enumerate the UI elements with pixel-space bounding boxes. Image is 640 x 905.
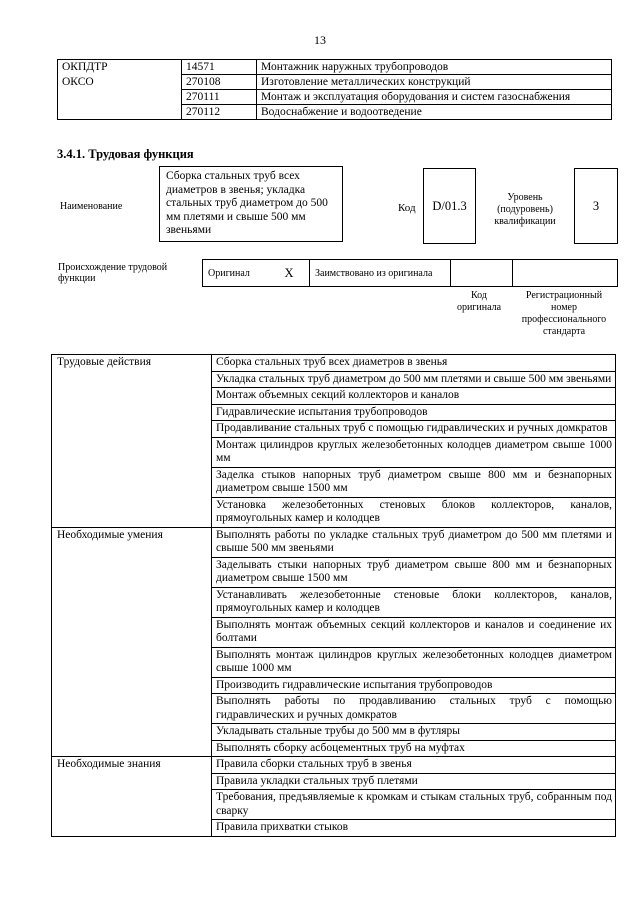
original-code-cell xyxy=(451,260,513,287)
detail-item: Выполнять сборку асбоцементных труб на муфтах xyxy=(212,740,616,757)
classifier-name: ОКПДТР xyxy=(58,60,182,75)
category-label: Необходимые знания xyxy=(52,757,212,837)
borrowed-label: Заимствовано из оригинала xyxy=(310,260,451,287)
classifier-name xyxy=(58,90,182,105)
original-code-caption: Код оригинала xyxy=(456,290,502,313)
detail-item: Выполнять монтаж цилиндров круглых железобетонных колодцев диаметром свыше 1000 мм xyxy=(212,647,616,677)
origin-table xyxy=(202,259,618,287)
classifier-name: ОКСО xyxy=(58,75,182,90)
classification-codes-table xyxy=(57,59,612,120)
section-title: 3.4.1. Трудовая функция xyxy=(57,147,194,161)
detail-item: Заделывать стыки напорных труб диаметром свыше 800 мм и безнапорных диаметром свыше 1500 мм xyxy=(212,557,616,587)
detail-item: Гидравлические испытания трубопроводов xyxy=(212,404,616,421)
name-label: Наименование xyxy=(60,201,123,212)
function-name-box: Сборка стальных труб всех диаметров в звенья; укладка стальных труб диаметром до 500 мм плетями и свыше 500 мм звеньями xyxy=(159,166,343,242)
detail-row xyxy=(52,757,616,774)
classifier-code: 270108 xyxy=(182,75,257,90)
detail-item: Монтаж объемных секций коллекторов и каналов xyxy=(212,388,616,405)
classifier-code: 270111 xyxy=(182,90,257,105)
category-label: Трудовые действия xyxy=(52,355,212,528)
detail-item: Выполнять работы по укладке стальных труб диаметром до 500 мм плетями и свыше 500 мм звеньями xyxy=(212,527,616,557)
detail-row xyxy=(52,527,616,557)
detail-item: Заделка стыков напорных труб диаметром свыше 800 мм и безнапорных диаметром свыше 1500 мм xyxy=(212,467,616,497)
function-code-box: D/01.3 xyxy=(423,168,476,244)
classifier-code: 270112 xyxy=(182,105,257,120)
classifier-title: Изготовление металлических конструкций xyxy=(257,75,612,90)
detail-item: Выполнять монтаж объемных секций коллекторов и каналов и соединение их болтами xyxy=(212,617,616,647)
function-details-table xyxy=(51,354,616,837)
classifier-name xyxy=(58,105,182,120)
detail-item: Укладка стальных труб диаметром до 500 мм плетями и свыше 500 мм звеньями xyxy=(212,371,616,388)
page-number: 13 xyxy=(314,33,326,47)
detail-item: Требования, предъявляемые к кромкам и стыкам стальных труб, собранным под сварку xyxy=(212,790,616,820)
detail-item: Выполнять работы по продавливанию стальных труб с помощью гидравлических и ручных домкратов xyxy=(212,694,616,724)
original-mark: X xyxy=(269,260,310,287)
origin-label: Происхождение трудовой функции xyxy=(58,262,168,284)
detail-row xyxy=(52,355,616,372)
detail-item: Продавливание стальных труб с помощью гидравлических и ручных домкратов xyxy=(212,421,616,438)
level-value-box: 3 xyxy=(574,168,618,244)
code-row xyxy=(58,60,612,75)
detail-item: Установка железобетонных стеновых блоков коллекторов, каналов, прямоугольных камер и колодцев xyxy=(212,497,616,527)
detail-item: Монтаж цилиндров круглых железобетонных колодцев диаметром свыше 1000 мм xyxy=(212,437,616,467)
code-row xyxy=(58,90,612,105)
level-label: Уровень (подуровень) квалификации xyxy=(494,192,556,227)
detail-item: Правила прихватки стыков xyxy=(212,820,616,837)
code-row xyxy=(58,75,612,90)
detail-item: Устанавливать железобетонные стеновые блоки коллекторов, каналов, прямоугольных камер и колодцев xyxy=(212,587,616,617)
original-label: Оригинал xyxy=(203,260,270,287)
detail-item: Производить гидравлические испытания трубопроводов xyxy=(212,677,616,694)
classifier-title: Водоснабжение и водоотведение xyxy=(257,105,612,120)
detail-item: Правила укладки стальных труб плетями xyxy=(212,773,616,790)
classifier-title: Монтаж и эксплуатация оборудования и систем газоснабжения xyxy=(257,90,612,105)
code-row xyxy=(58,105,612,120)
detail-item: Правила сборки стальных труб в звенья xyxy=(212,757,616,774)
detail-item: Сборка стальных труб всех диаметров в звенья xyxy=(212,355,616,372)
registration-number-cell xyxy=(513,260,618,287)
classifier-title: Монтажник наружных трубопроводов xyxy=(257,60,612,75)
classifier-code: 14571 xyxy=(182,60,257,75)
registration-number-caption: Регистрационный номер профессионального стандарта xyxy=(521,290,607,337)
detail-item: Укладывать стальные трубы до 500 мм в футляры xyxy=(212,724,616,741)
code-label: Код xyxy=(398,202,416,214)
category-label: Необходимые умения xyxy=(52,527,212,757)
